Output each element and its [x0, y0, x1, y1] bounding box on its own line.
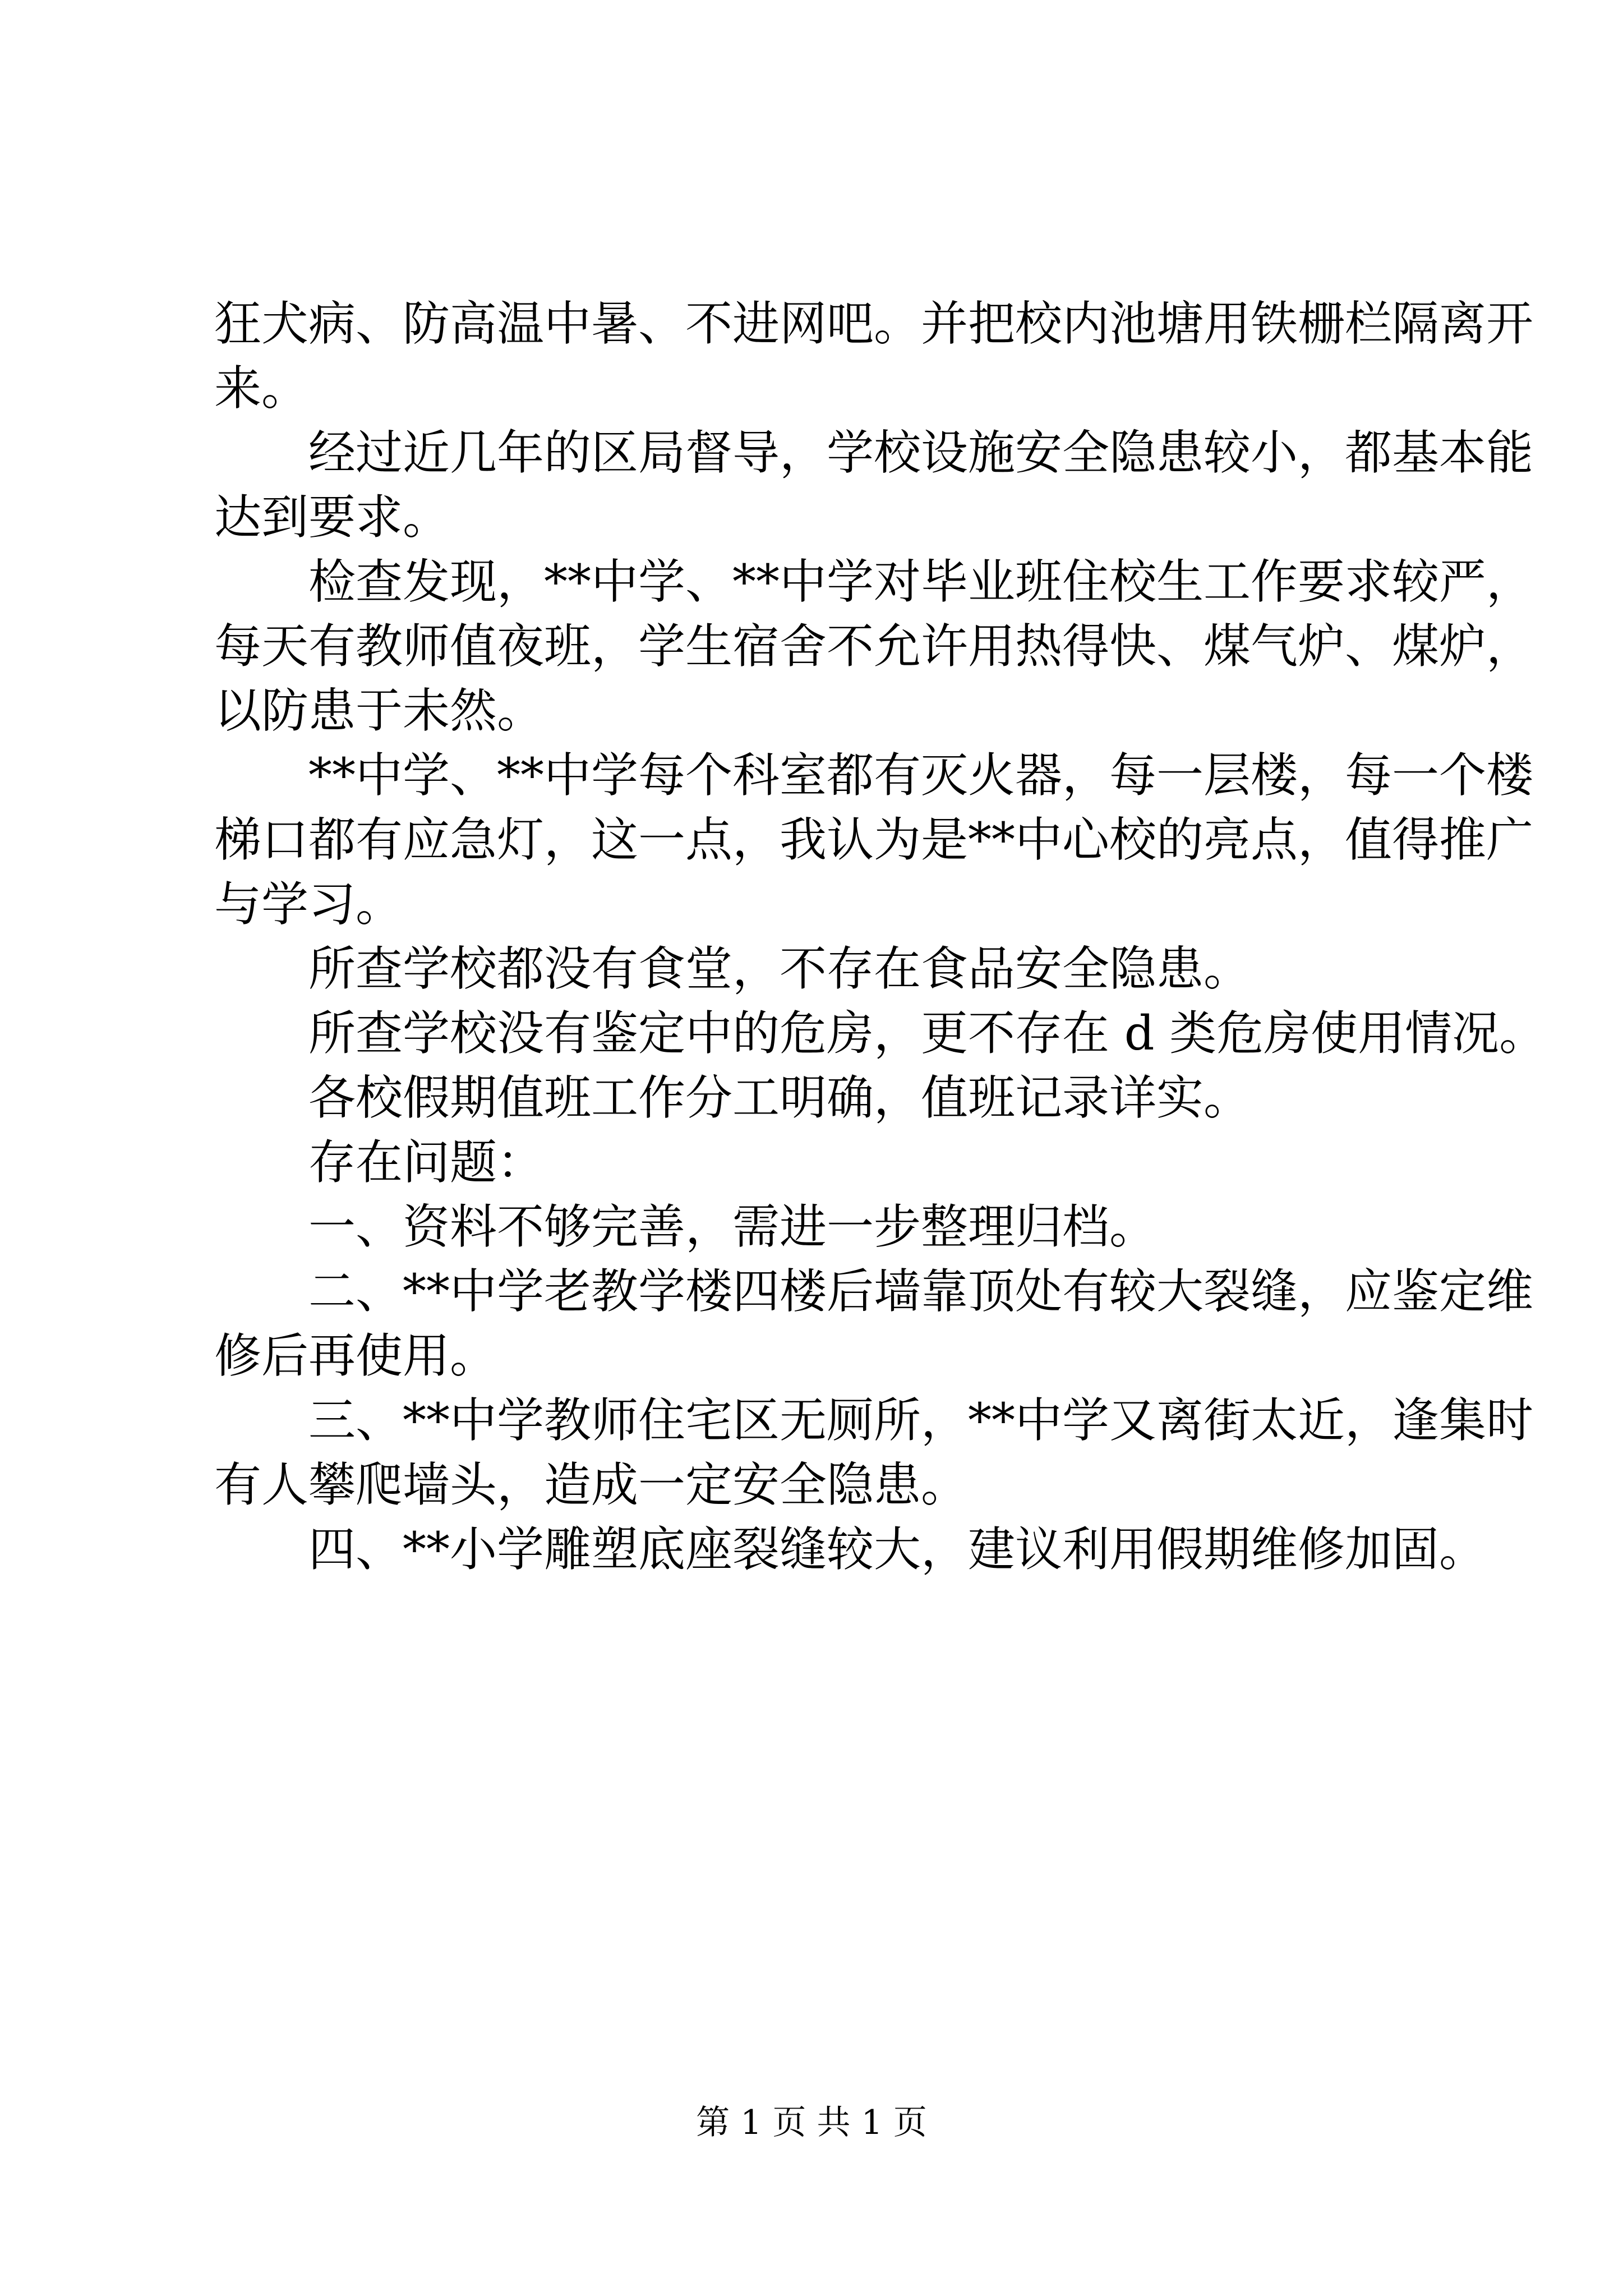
text-line: 经过近几年的区局督导，学校设施安全隐患较小，都基本能: [308, 425, 1534, 480]
text-line: 所查学校都没有食堂，不存在食品安全隐患。: [308, 941, 1251, 996]
text-line: 存在问题：: [308, 1135, 545, 1190]
text-line: 各校假期值班工作分工明确，值班记录详实。: [308, 1070, 1251, 1125]
text-line: 每天有教师值夜班，学生宿舍不允许用热得快、煤气炉、煤炉，: [214, 619, 1534, 674]
text-line: 检查发现，**中学、**中学对毕业班住校生工作要求较严，: [308, 554, 1534, 609]
section-heading: [214, 1130, 1414, 1195]
text-line: 狂犬病、防高温中暑、不进网吧。并把校内池塘用铁栅栏隔离开: [214, 296, 1534, 351]
text-line: 有人攀爬墙头，造成一定安全隐患。: [214, 1457, 969, 1512]
text-line: **中学、**中学每个科室都有灭火器，每一层楼，每一个楼: [308, 748, 1534, 803]
text-line: 二、**中学老教学楼四楼后墙靠顶处有较大裂缝，应鉴定维: [308, 1264, 1534, 1319]
text-line: 以防患于未然。: [214, 683, 545, 738]
paragraph: [214, 292, 1534, 421]
paragraph: [214, 937, 1414, 1001]
text-line: 一、资料不够完善，需进一步整理归档。: [308, 1199, 1157, 1254]
list-item: [214, 1259, 1534, 1388]
text-line: 达到要求。: [214, 490, 450, 545]
page-footer: 第 1 页 共 1 页: [696, 2103, 927, 2142]
paragraph: [214, 421, 1534, 550]
paragraph: [214, 1001, 1547, 1066]
text-line: 三、**中学教师住宅区无厕所，**中学又离街太近，逢集时: [308, 1393, 1534, 1448]
text-line: 修后再使用。: [214, 1328, 497, 1383]
text-line: 四、**小学雕塑底座裂缝较大，建议利用假期维修加固。: [308, 1522, 1487, 1577]
list-item: [214, 1517, 1487, 1582]
list-item: [214, 1388, 1534, 1517]
paragraph: [214, 1066, 1414, 1130]
text-line: 与学习。: [214, 877, 403, 932]
list-item: [214, 1195, 1414, 1259]
text-line: 来。: [214, 361, 309, 416]
text-line: 所查学校没有鉴定中的危房，更不存在 d 类危房使用情况。: [308, 1006, 1547, 1061]
paragraph: [214, 743, 1534, 937]
text-line: 梯口都有应急灯，这一点，我认为是**中心校的亮点，值得推广: [214, 812, 1534, 867]
paragraph: [214, 550, 1534, 743]
document-body: [214, 292, 1547, 1582]
